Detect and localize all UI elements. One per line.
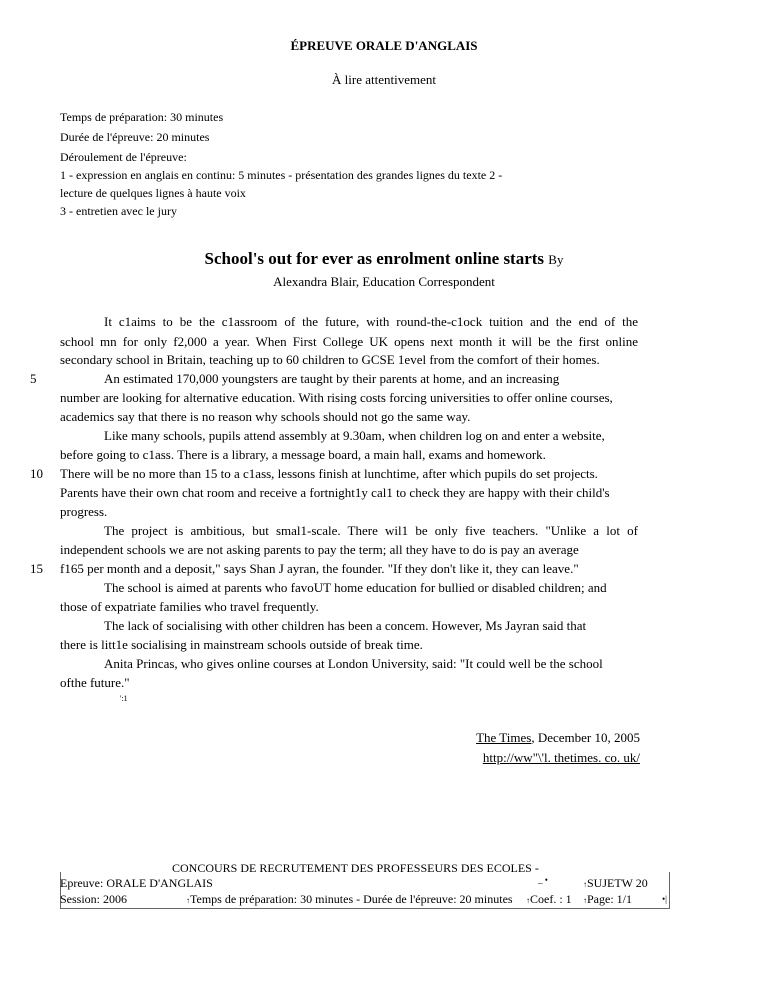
source-date: , December 10, 2005	[531, 730, 640, 745]
page-subtitle: À lire attentivement	[332, 72, 436, 87]
article-line: An estimated 170,000 youngsters are taught by their parents at home, and an increasing	[104, 371, 560, 386]
footer-marks: _ •	[538, 875, 548, 885]
instruction-line: 1 - expression en anglais en continu: 5 minutes - présentation des grandes lignes du texte 2 -	[60, 168, 503, 182]
article-line: Like many schools, pupils attend assembly at 9.30am, when children log on and enter a website,	[104, 428, 605, 443]
line-number: 10	[30, 466, 43, 481]
article-line: It c1aims to be the c1assroom of the future, with round-the-c1ock tuition and the end of the	[104, 314, 638, 329]
article-line: progress.	[60, 504, 108, 519]
line-number: 15	[30, 561, 43, 576]
footer-details: ↑Temps de préparation: 30 minutes - Durée de l'épreuve: 20 minutes	[186, 892, 513, 906]
footer-coef: ↑Coef. : 1	[526, 892, 572, 906]
instruction-line: lecture de quelques lignes à haute voix	[60, 186, 246, 200]
article-title	[0, 249, 768, 269]
article-line: The school is aimed at parents who favoUT home education for bullied or disabled children; and	[104, 580, 607, 595]
instruction-line: Durée de l'épreuve: 20 minutes	[60, 130, 210, 144]
article-line: number are looking for alternative education. With rising costs forcing universities to offer online courses,	[60, 390, 613, 405]
article-line: independent schools we are not asking parents to pay the term; all they have to do is pay an average	[60, 542, 579, 557]
stray-mark: ':1	[120, 694, 128, 703]
footer-epreuve: Epreuve: ORALE D'ANGLAIS	[60, 876, 213, 890]
article-line: ofthe future."	[60, 675, 130, 690]
footer-session: Session: 2006	[60, 892, 128, 906]
article-line: secondary school in Britain, teaching up to 60 children to GCSE 1evel from the comfort of their homes.	[60, 352, 600, 367]
article-line: There will be no more than 15 to a c1ass, lessons finish at lunchtime, after which pupils do set projects.	[60, 466, 598, 481]
article-line: The lack of socialising with other children has been a concem. However, Ms Jayran said that	[104, 618, 587, 633]
footer-mark-right: •|	[662, 894, 667, 904]
footer-sujet-text: SUJETW 20	[587, 876, 648, 890]
article-line: Parents have their own chat room and receive a fortnight1y cal1 to check they are happy with their child's	[60, 485, 610, 500]
footer-page-text: Page: 1/1	[587, 892, 632, 906]
footer-page: ↑Page: 1/1	[583, 892, 632, 906]
article-line: f165 per month and a deposit," says Shan J ayran, the founder. "If they don't like it, they can leave."	[60, 561, 579, 576]
footer-sujet: ↑SUJETW 20	[583, 876, 648, 890]
article-line: school mn for only f2,000 a year. When First College UK opens next month it will be the first online	[60, 334, 638, 349]
article-title-by: By	[548, 252, 564, 267]
line-number: 5	[30, 371, 37, 386]
article-title-text: School's out for ever as enrolment online starts	[204, 249, 545, 268]
article-line: Anita Princas, who gives online courses at London University, said: "It could well be the school	[104, 656, 603, 671]
article-line: those of expatriate families who travel frequently.	[60, 599, 319, 614]
article-line: academics say that there is no reason why schools should not go the same way.	[60, 409, 471, 424]
footer-coef-text: Coef. : 1	[530, 892, 572, 906]
instruction-line: 3 - entretien avec le jury	[60, 204, 177, 218]
page-title: ÉPREUVE ORALE D'ANGLAIS	[290, 38, 478, 53]
article-byline: Alexandra Blair, Education Correspondent	[273, 274, 495, 289]
instruction-line: Temps de préparation: 30 minutes	[60, 110, 224, 124]
source-citation	[476, 730, 640, 746]
footer-details-text: Temps de préparation: 30 minutes - Durée de l'épreuve: 20 minutes	[190, 892, 513, 906]
instruction-line: Déroulement de l'épreuve:	[60, 150, 187, 164]
article-line: there is litt1e socialising in mainstream schools outside of break time.	[60, 637, 423, 652]
source-url[interactable]: http://ww"\'l. thetimes. co. uk/	[482, 750, 640, 765]
article-line: The project is ambitious, but smal1-scale. There wil1 be only five teachers. "Unlike a lot of	[104, 523, 638, 538]
footer-title: CONCOURS DE RECRUTEMENT DES PROFESSEURS DES ECOLES -	[172, 861, 539, 875]
source-name[interactable]: The Times	[476, 730, 532, 745]
article-line: before going to c1ass. There is a library, a message board, a main hall, exams and homework.	[60, 447, 546, 462]
